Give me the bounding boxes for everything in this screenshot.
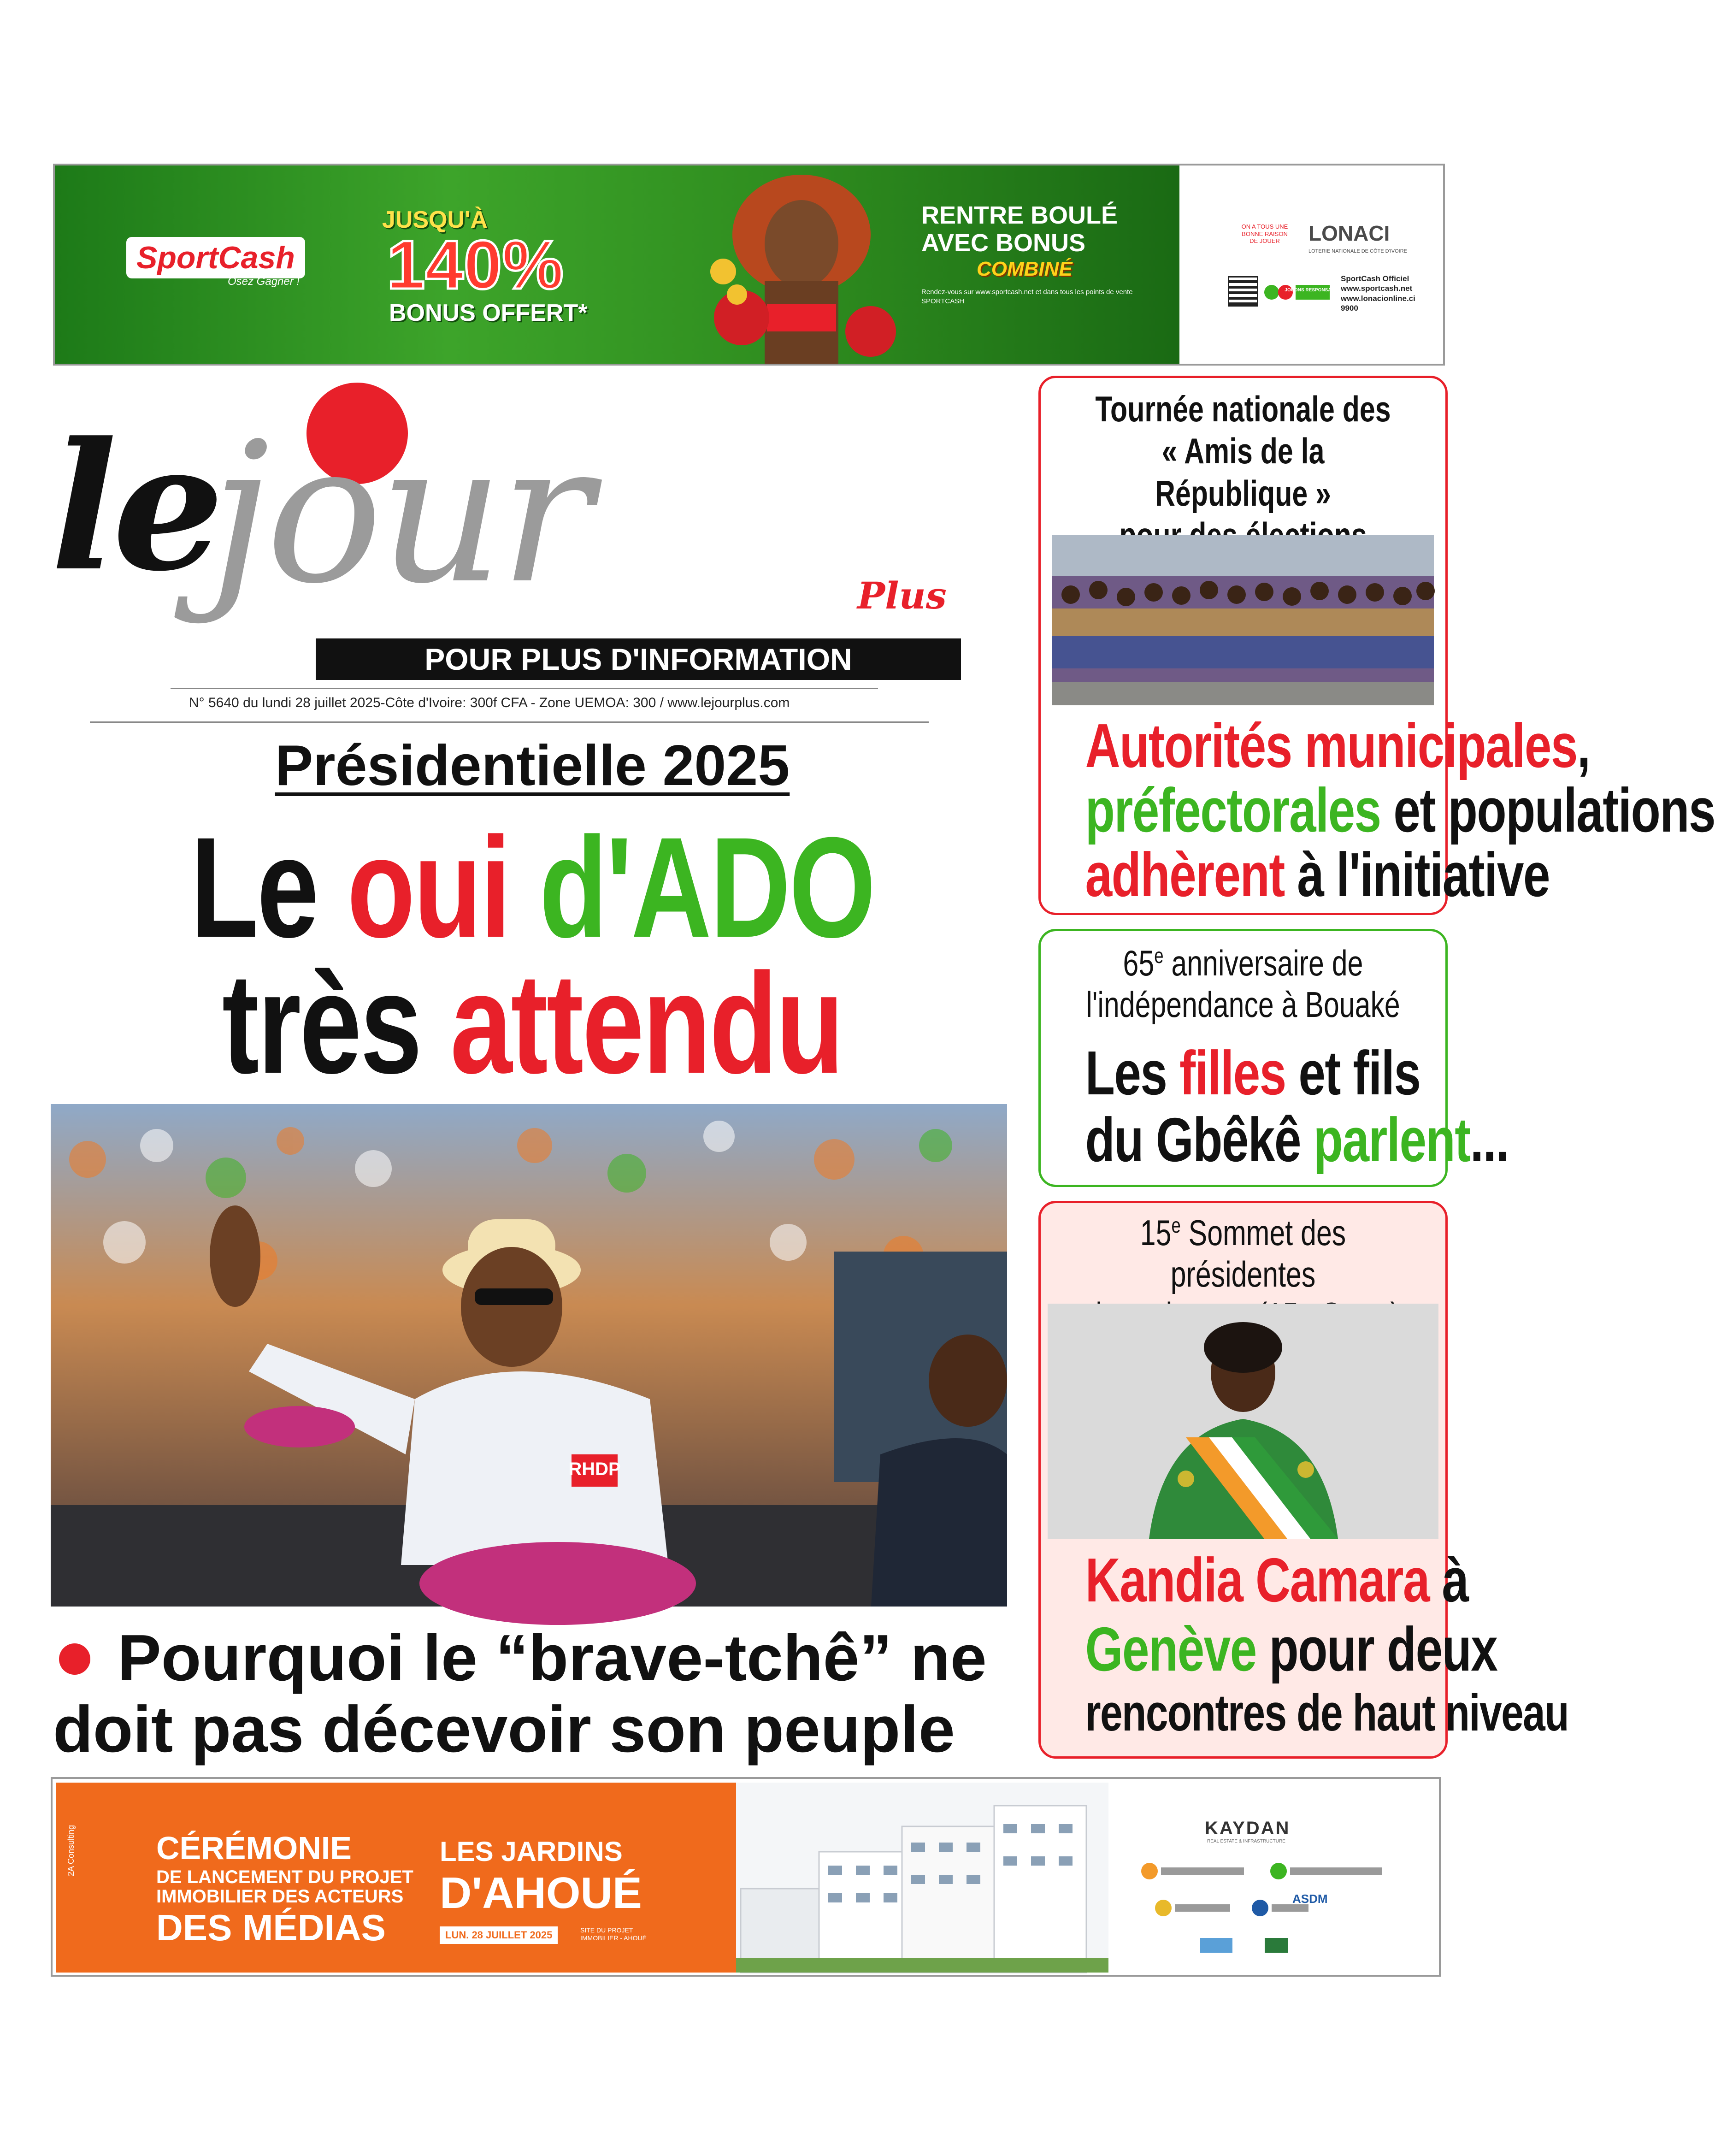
ad-small-print: Rendez-vous sur www.sportcash.net et dans tous les points de vente SPORTCASH <box>921 288 1133 305</box>
ad-percent-text: 140% <box>387 226 564 303</box>
headline-word-attendu: attendu <box>450 943 843 1103</box>
box2-h2a: du Gbêkê <box>1085 1105 1314 1175</box>
ad-avec-bonus-text: AVEC BONUS <box>921 229 1086 257</box>
top-advertisement[interactable] <box>53 164 1445 366</box>
lonaci-subtitle: LOTERIE NATIONALE DE CÔTE D'IVOIRE <box>1308 248 1407 254</box>
box1-headline-line3 <box>1085 840 1550 910</box>
bottom-advertisement[interactable] <box>51 1777 1441 1977</box>
box2-h1c: et fils <box>1285 1038 1420 1108</box>
box2-headline-line1 <box>1085 1038 1420 1108</box>
headline-word-tres: très <box>222 943 421 1103</box>
ad-combine-text: COMBINÉ <box>977 258 1073 280</box>
box2-h2b: parlent <box>1313 1105 1470 1175</box>
headline-word-oui: oui <box>347 807 510 967</box>
box2-num: 65 <box>1123 943 1155 983</box>
bottom-ad-ahoue: D'AHOUÉ <box>440 1868 642 1918</box>
apartment-buildings-image <box>736 1783 1108 1973</box>
box3-h1-black: à <box>1429 1545 1468 1615</box>
kaydan-logo: KAYDAN <box>1205 1818 1291 1838</box>
sidebar-story-kandia-camara[interactable] <box>1038 1201 1569 1759</box>
box3-h2-green: Genève <box>1085 1614 1256 1684</box>
headline-word-ado: d'ADO <box>539 807 875 967</box>
bottom-ad-vertical-label: 2A Consulting <box>66 1825 76 1877</box>
bottom-ad-subtitle <box>156 1867 414 1906</box>
kandia-camara-portrait-image <box>1048 1304 1438 1539</box>
headline-line-1[interactable] <box>117 807 948 967</box>
bottom-ad-site: SITE DU PROJET IMMOBILIER - AHOUÉ <box>580 1926 647 1942</box>
logo-le: le <box>51 404 220 610</box>
kicker-text: Présidentielle 2025 <box>275 734 790 797</box>
bottom-ad-medias: DES MÉDIAS <box>156 1907 386 1948</box>
bottom-ad-sub-line1: DE LANCEMENT DU PROJET <box>156 1867 413 1887</box>
box3-h1-red: Kandia Camara <box>1085 1545 1429 1615</box>
box2-title-line2: l'indépendance à Bouaké <box>1086 984 1400 1025</box>
bottom-ad-sub-line2: IMMOBILIER DES ACTEURS <box>156 1886 404 1907</box>
sportcash-slogan: Osez Gagner ! <box>228 275 300 288</box>
box3-title-rest: Sommet des présidentes <box>1170 1212 1346 1294</box>
lonaci-logo: LONACI <box>1308 221 1390 245</box>
box3-headline-line1 <box>1085 1545 1468 1615</box>
sportcash-logo: SportCash <box>126 237 305 278</box>
lonaci-contacts <box>1341 274 1415 313</box>
asdm-logo: ASDM <box>1292 1892 1328 1906</box>
rhdp-badge: RHDP <box>568 1459 621 1479</box>
contact-phone: 9900 <box>1341 303 1358 313</box>
subhead-line-1[interactable]: Pourquoi le “brave-tchê” ne <box>118 1621 987 1695</box>
ad-woman-boxer-image <box>686 165 917 364</box>
box2-title-rest: anniversaire de <box>1163 943 1363 983</box>
box2-headline-line2 <box>1085 1105 1509 1175</box>
masthead-tagline: POUR PLUS D'INFORMATION <box>316 638 961 680</box>
box2-h2c: ... <box>1470 1105 1509 1175</box>
box1-photo <box>1052 535 1434 705</box>
box1-h3-black: à l'initiative <box>1284 840 1550 910</box>
main-photo[interactable] <box>51 1104 1007 1607</box>
ad-jusqua-text: JUSQU'À <box>382 207 488 233</box>
box3-num: 15 <box>1140 1212 1172 1253</box>
jouons-text: JOUONS RESPONSABLE <box>1285 288 1341 293</box>
box1-h2-green: préfectorales <box>1085 775 1381 845</box>
box2-h1a: Les <box>1085 1038 1180 1108</box>
box1-h1-red: Autorités municipales <box>1085 711 1577 780</box>
box1-headline-line2 <box>1085 775 1715 845</box>
box3-photo <box>1048 1304 1438 1539</box>
logo-jour: jour <box>210 401 589 626</box>
sidebar-story-bouake[interactable] <box>1038 929 1509 1187</box>
box1-h1-comma: , <box>1577 711 1590 780</box>
main-kicker <box>0 733 1065 798</box>
headline-word-le: Le <box>190 807 318 967</box>
subhead-line-2[interactable]: doit pas décevoir son peuple <box>53 1693 955 1766</box>
ad-rentre-text: RENTRE BOULÉ <box>921 201 1118 229</box>
lonaci-tagline: ON A TOUS UNE BONNE RAISON DE JOUER <box>1241 223 1288 245</box>
contact-sportcash-site[interactable]: www.sportcash.net <box>1341 284 1413 293</box>
masthead-rule-bottom <box>90 721 929 723</box>
partner-logos <box>1126 1857 1431 1959</box>
qr-code-icon <box>1228 276 1258 307</box>
box2-sup: e <box>1154 944 1164 968</box>
box1-title-line2: « Amis de la République » <box>1155 431 1331 514</box>
masthead-rule-top <box>171 688 878 689</box>
contact-facebook[interactable]: SportCash Officiel <box>1341 274 1409 283</box>
box1-title-line1: Tournée nationale des <box>1095 389 1391 429</box>
box2-title <box>1085 943 1401 1025</box>
box3-headline-line2 <box>1085 1614 1497 1684</box>
issue-info-line: N° 5640 du lundi 28 juillet 2025-Côte d'Ivoire: 300f CFA - Zone UEMOA: 300 / www.lejourplus.com <box>189 695 790 710</box>
bottom-ad-buildings-panel <box>736 1783 1108 1973</box>
box2-h1b: filles <box>1179 1038 1286 1108</box>
headline-line-2[interactable] <box>117 943 948 1103</box>
bottom-ad-ceremonie: CÉRÉMONIE <box>156 1830 352 1866</box>
bottom-ad-date: LUN. 28 JUILLET 2025 <box>440 1926 558 1944</box>
president-crowd-image <box>51 1104 1007 1607</box>
box3-headline-line3: rencontres de haut niveau <box>1085 1684 1569 1742</box>
kaydan-subtitle: REAL ESTATE & INFRASTRUCTURE <box>1207 1839 1285 1844</box>
ad-bonus-text: BONUS OFFERT* <box>389 300 588 326</box>
subhead-bullet-icon <box>59 1643 90 1675</box>
box3-sup: e <box>1171 1213 1181 1237</box>
box2-title-line1 <box>1085 943 1401 984</box>
box1-headline-line1 <box>1085 711 1590 780</box>
contact-lonaci-site[interactable]: www.lonacionline.ci <box>1341 294 1415 303</box>
group-photo-image <box>1052 535 1434 705</box>
bottom-ad-jardins: LES JARDINS <box>440 1836 623 1867</box>
logo-plus: Plus <box>857 574 947 617</box>
box3-h2-black: pour deux <box>1256 1614 1497 1684</box>
box3-title-line1 <box>1085 1212 1401 1295</box>
sidebar-story-amis-republique[interactable] <box>1038 376 1715 915</box>
jouons-responsable-badge <box>1262 278 1341 306</box>
box1-h3-red: adhèrent <box>1085 840 1285 910</box>
box1-h2-black: et populations <box>1380 775 1715 845</box>
ad-lonaci-panel <box>1179 165 1443 364</box>
